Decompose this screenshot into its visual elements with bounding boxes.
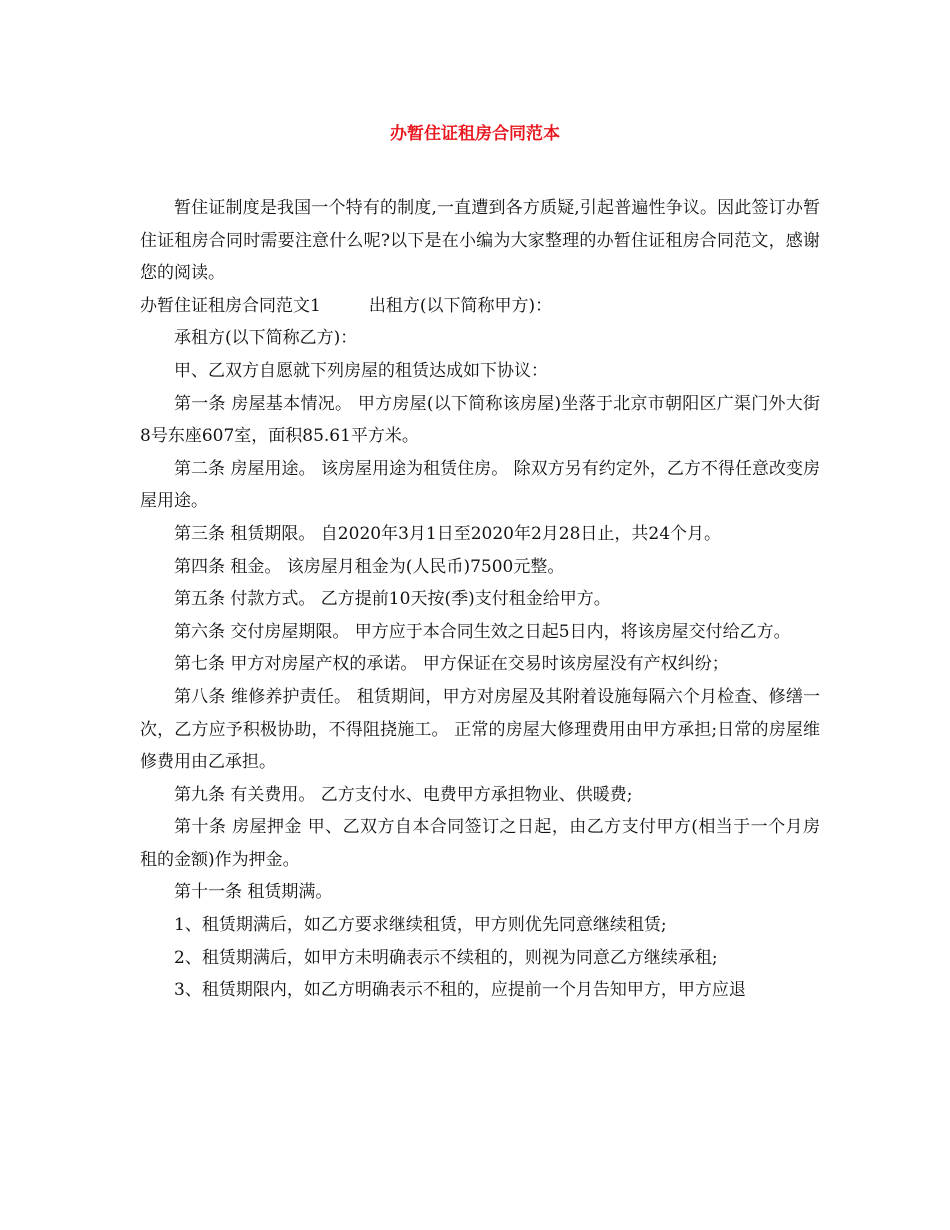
clause-7: 第七条 甲方对房屋产权的承诺。 甲方保证在交易时该房屋没有产权纠纷； <box>174 654 729 675</box>
clause-9: 第九条 有关费用。 乙方支付水、电费甲方承担物业、供暖费; <box>174 784 633 805</box>
clause-11-item-2: 2、租赁期满后，如甲方未明确表示不续租的，则视为同意乙方继续承租; <box>174 947 718 968</box>
clause-11-item-3: 3、租赁期限内，如乙方明确表示不租的，应提前一个月告知甲方，甲方应退 <box>174 980 746 1001</box>
lessor-line: 出租方(以下简称甲方)： <box>368 295 553 316</box>
clause-10: 第十条 房屋押金 甲、乙双方自本合同签订之日起，由乙方支付甲方(相当于一个月房租的金额)作为押金。 <box>140 817 820 870</box>
clause-2: 第二条 房屋用途。 该房屋用途为租赁住房。 除双方另有约定外，乙方不得任意改变房屋用途。 <box>140 458 820 512</box>
agreement-line: 甲、乙双方自愿就下列房屋的租赁达成如下协议： <box>174 360 548 381</box>
clause-6: 第六条 交付房屋期限。 甲方应于本合同生效之日起5日内，将该房屋交付给乙方。 <box>174 621 791 642</box>
sample-heading: 办暂住证租房合同范文1 <box>140 295 321 316</box>
clause-8: 第八条 维修养护责任。 租赁期间，甲方对房屋及其附着设施每隔六个月检查、修缮一次，乙方应予积极协助，不得阻挠施工。 正常的房屋大修理费用由甲方承担;日常的房屋维修费用由乙承担。 <box>140 686 820 773</box>
lessee-line: 承租方(以下简称乙方)： <box>174 328 358 349</box>
clause-4: 第四条 租金。 该房屋月租金为(人民币)7500元整。 <box>174 556 565 577</box>
clause-1: 第一条 房屋基本情况。 甲方房屋(以下简称该房屋)坐落于北京市朝阳区广渠门外大街8号东座607室，面积85.61平方米。 <box>140 393 820 447</box>
clause-11-item-1: 1、租赁期满后，如乙方要求继续租赁，甲方则优先同意继续租赁; <box>174 915 667 936</box>
sample-heading-line <box>140 290 820 323</box>
clause-3: 第三条 租赁期限。 自2020年3月1日至2020年2月28日止，共24个月。 <box>174 523 722 544</box>
document-title: 办暂住证租房合同范本 <box>390 124 560 144</box>
document-body <box>140 192 820 1007</box>
intro-paragraph: 暂住证制度是我国一个特有的制度,一直遭到各方质疑,引起普遍性争议。因此签订办暂住证租房合同时需要注意什么呢?以下是在小编为大家整理的办暂住证租房合同范文，感谢您的阅读。 <box>140 198 820 284</box>
clause-11: 第十一条 租赁期满。 <box>174 882 333 903</box>
clause-5: 第五条 付款方式。 乙方提前10天按(季)支付租金给甲方。 <box>174 589 611 610</box>
